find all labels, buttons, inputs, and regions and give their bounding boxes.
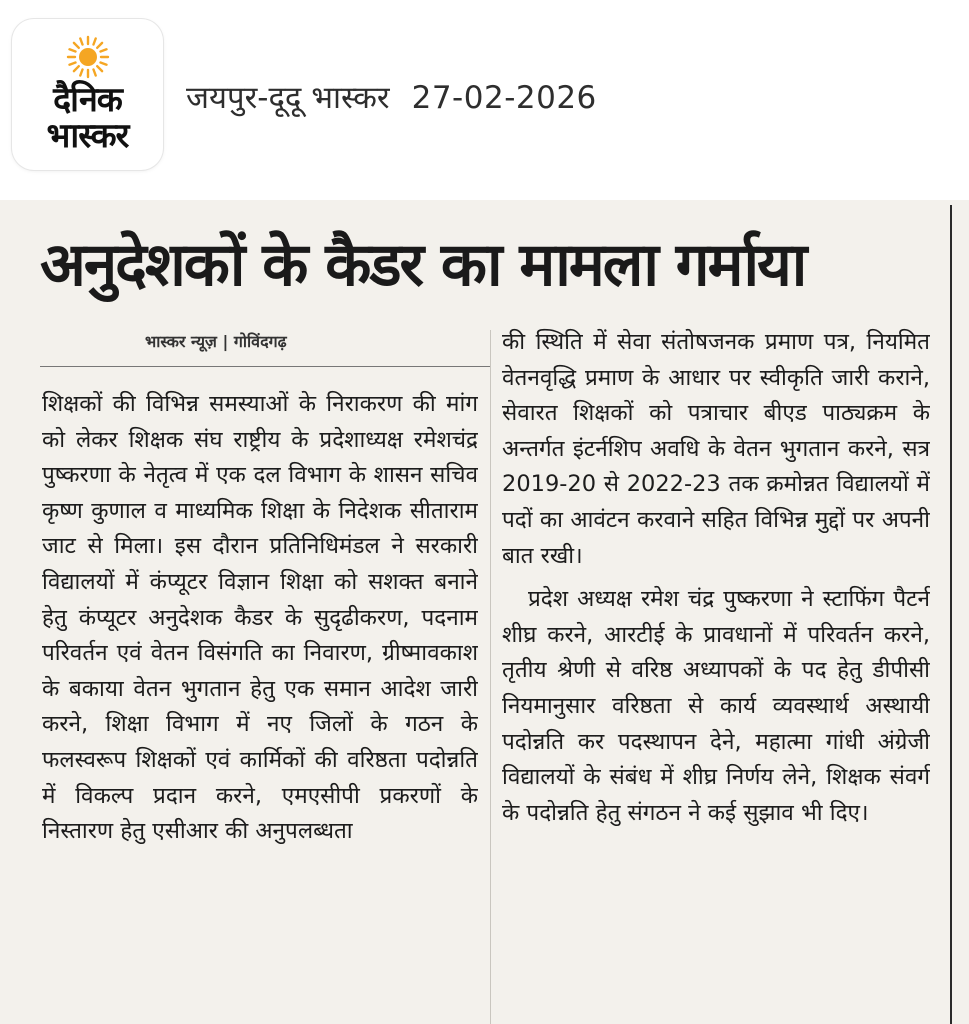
article-paragraph: की स्थिति में सेवा संतोषजनक प्रमाण पत्र, नियमित वेतनवृद्धि प्रमाण के आधार पर स्वीकृति जारी कराने, सेवारत शिक्षकों को पत्राचार बीएड पाठ्यक्रम के अन्तर्गत इंटर्नशिप अवधि के वेतन भुगतान करने, सत्र 2019-20 से 2022-23 तक क्रमोन्नत विद्यालयों में पदों का आवंटन करवाने सहित विभिन्न मुद्दों पर अपनी बात रखी। [502, 329, 930, 569]
logo-text-dainik: दैनिक [53, 80, 122, 120]
byline-row [40, 326, 490, 362]
edition-date: 27-02-2026 [411, 80, 597, 116]
edition-name: जयपुर-दूदू भास्कर [186, 80, 390, 116]
dainik-bhaskar-logo[interactable] [12, 19, 163, 170]
column-border-rule [950, 205, 952, 1024]
article-byline: भास्कर न्यूज़ | गोविंदगढ़ [145, 332, 287, 351]
sun-icon [66, 35, 110, 79]
article-paragraph: प्रदेश अध्यक्ष रमेश चंद्र पुष्करणा ने स्टाफिंग पैटर्न शीघ्र करने, आरटीई के प्रावधानों में परिवर्तन करने, तृतीय श्रेणी से वरिष्ठ अध्यापकों के पद हेतु डीपीसी नियमानुसार वरिष्ठता से कार्य व्यवस्थार्थ अस्थायी पदोन्नति कर पदस्थापन देने, महात्मा गांधी अंग्रेजी विद्यालयों के संबंध में शीघ्र निर्णय लेने, शिक्षक संवर्ग के पदोन्नति हेतु संगठन ने कई सुझाव भी दिए। [502, 586, 930, 826]
article-headline: अनुदेशकों के कैडर का मामला गर्माया [40, 230, 806, 300]
byline-divider [40, 366, 490, 367]
article-paragraph: शिक्षकों की विभिन्न समस्याओं के निराकरण की मांग को लेकर शिक्षक संघ राष्ट्रीय के प्रदेशाध्यक्ष रमेशचंद्र पुष्करणा के नेतृत्व में एक दल विभाग के शासन सचिव कृष्ण कुणाल व माध्यमिक शिक्षा के निदेशक सीताराम जाट से मिला। इस दौरान प्रतिनिधिमंडल ने सरकारी विद्यालयों में कंप्यूटर विज्ञान शिक्षा को सशक्त बनाने हेतु कंप्यूटर अनुदेशक कैडर के सुदृढीकरण, पदनाम परिवर्तन एवं वेतन विसंगति का निवारण, ग्रीष्मावकाश के बकाया वेतन भुगतान हेतु एक समान आदेश जारी करने, शिक्षा विभाग में नए जिलों के गठन के फलस्वरूप शिक्षकों एवं कार्मिकों की वरिष्ठता पदोन्नति में विकल्प प्रदान करने, एमएसीपी प्रकरणों के निस्तारण हेतु एसीआर की अनुपलब्धता [42, 391, 478, 845]
article-column-right [502, 325, 930, 1024]
article-column-left [42, 387, 478, 1024]
column-divider [490, 330, 491, 1024]
edition-header [186, 78, 597, 118]
logo-text-bhaskar: भास्कर [46, 116, 129, 156]
